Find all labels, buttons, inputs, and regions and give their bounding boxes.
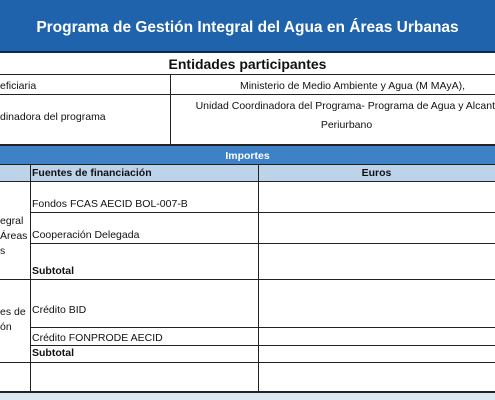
entidad-label-coordinadora: dinadora del programa [0, 111, 106, 123]
entidad-value-coordinadora-line1: Unidad Coordinadora del Programa- Programa de Agua y Alcant [195, 100, 495, 112]
grid-line [0, 362, 495, 363]
fuente-fondos-fcas: Fondos FCAS AECID BOL-007-B [32, 198, 188, 210]
group1-label-line3: s [0, 245, 6, 257]
grid-line [0, 144, 495, 145]
grid-line [0, 391, 495, 393]
header-blank-cell [0, 165, 30, 182]
fuente-credito-fonprode: Crédito FONPRODE AECID [32, 332, 163, 344]
group2-label-line2: ón [0, 321, 12, 333]
entidad-value-coordinadora-line2: Periurbano [320, 119, 373, 131]
group2-label-line1: es de [0, 306, 26, 318]
grid-line [0, 279, 495, 280]
grid-line [170, 75, 171, 145]
page-title: Programa de Gestión Integral del Agua en Áreas Urbanas [36, 19, 459, 36]
subtotal-group1: Subtotal [32, 265, 74, 277]
entidades-heading: Entidades participantes [0, 53, 495, 75]
grid-line [30, 345, 495, 346]
grid-line [0, 94, 495, 95]
importes-heading: Importes [0, 145, 495, 165]
entidad-label-beneficiaria: eficiaria [0, 80, 37, 92]
fuente-cooperacion-delegada: Cooperación Delegada [32, 229, 140, 241]
group1-label-line1: egral [0, 215, 24, 227]
entidad-value-beneficiaria: Ministerio de Medio Ambiente y Agua (M MAyA), [239, 80, 466, 92]
grid-line [30, 327, 495, 328]
grid-line [30, 243, 495, 244]
importes-table-body [0, 182, 495, 392]
subtotal-group2: Subtotal [32, 347, 74, 359]
header-euros: Euros [258, 165, 495, 182]
group1-label-line2: Áreas [0, 230, 28, 242]
fuente-credito-bid: Crédito BID [32, 304, 87, 316]
header-fuentes: Fuentes de financiación [30, 165, 258, 182]
grid-line [30, 212, 495, 213]
